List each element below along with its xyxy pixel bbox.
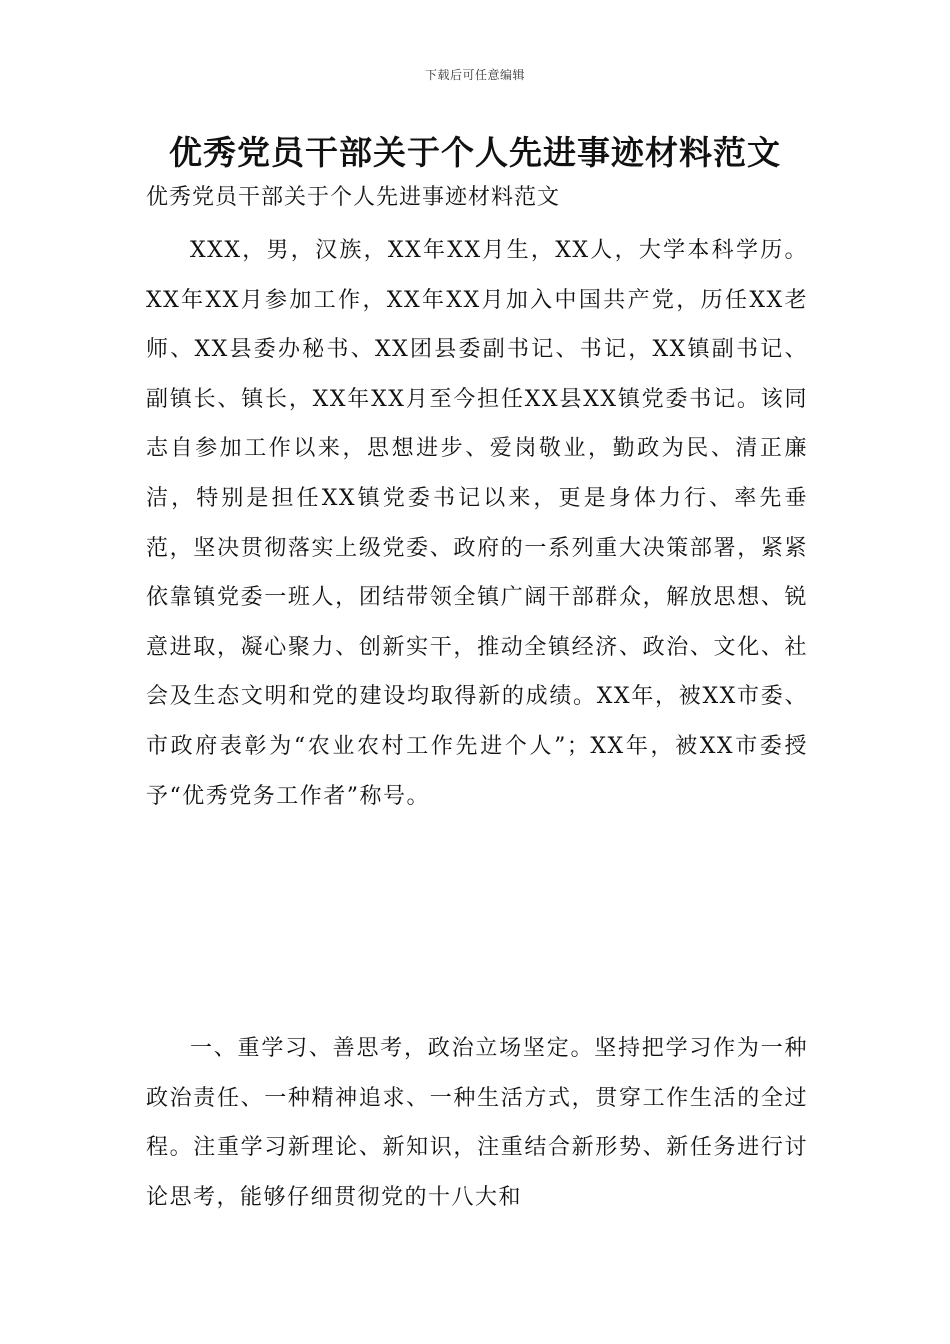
header-note: 下载后可任意编辑 <box>424 68 525 82</box>
body-paragraph-biography: XXX，男，汉族，XX年XX月生，XX人，大学本科学历。XX年XX月参加工作，XX年XX月加入中国共产党，历任XX老师、XX县委办秘书、XX团县委副书记、书记，XX镇副书记、副镇长、镇长，XX年XX月至今担任XX县XX镇党委书记。该同志自参加工作以来，思想进步、爱岗敬业，勤政为民、清正廉洁，特别是担任XX镇党委书记以来，更是身体力行、率先垂范，坚决贯彻落实上级党委、政府的一系列重大决策部署，紧紧依靠镇党委一班人，团结带领全镇广阔干部群众，解放思想、锐意进取，凝心聚力、创新实干，推动全镇经济、政治、文化、社会及生态文明和党的建设均取得新的成绩。XX年，被XX市委、市政府表彰为“农业农村工作先进个人”；XX年，被XX市委授予“优秀党务工作者”称号。 <box>146 238 808 809</box>
document-subtitle: 优秀党员干部关于个人先进事迹材料范文 <box>146 185 561 210</box>
body-paragraph-section-one: 一、重学习、善思考，政治立场坚定。坚持把学习作为一种政治责任、一种精神追求、一种生活方式，贯穿工作生活的全过程。注重学习新理论、新知识，注重结合新形势、新任务进行讨论思考，能够仔细贯彻党的十八大和 <box>146 1036 808 1210</box>
document-title: 优秀党员干部关于个人先进事迹材料范文 <box>169 133 781 172</box>
